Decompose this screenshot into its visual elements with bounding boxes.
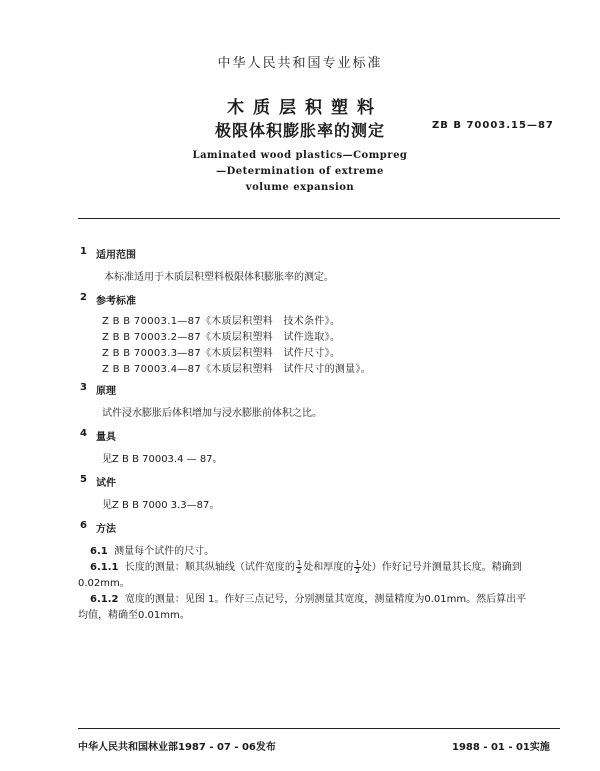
paragraph-6-1 [90, 542, 214, 557]
fraction-one-half [296, 560, 302, 575]
reference-item: Z B B 70003.1—87《木质层积塑料 技术条件》。 [102, 316, 341, 327]
document-title-line1: 木质层积塑料 [227, 98, 383, 118]
section-2-title: 参考标准 [96, 296, 136, 307]
paragraph-6-1-number: 6.1 [90, 546, 108, 557]
section-1-number: 1 [80, 246, 87, 257]
issuer-line: 中华人民共和国林业部1987 - 07 - 06发布 [78, 742, 276, 753]
section-5-text: 见Z B B 7000 3.3—87。 [102, 500, 220, 511]
section-5-number: 5 [80, 474, 87, 485]
section-6-title: 方法 [96, 524, 116, 535]
english-title-line1: Laminated wood plastics—Compreg [192, 150, 408, 161]
footer-divider [78, 728, 560, 729]
fraction-denominator: 2 [355, 566, 360, 575]
english-title-line2: —Determination of extreme [216, 166, 384, 177]
reference-item: Z B B 70003.3—87《木质层积塑料 试件尺寸》。 [102, 348, 341, 359]
paragraph-6-1-text: 测量每个试件的尺寸。 [114, 546, 215, 557]
paragraph-6-1-1 [90, 558, 522, 575]
paragraph-6-1-2-text: 宽度的测量：见图 1。作好三点记号，分别测量其宽度，测量精度为0.01mm。然后算出平 [124, 594, 527, 605]
header-divider [78, 218, 560, 219]
section-5-title: 试件 [96, 478, 116, 489]
section-2-number: 2 [80, 292, 87, 303]
section-1-title: 适用范围 [96, 250, 136, 261]
paragraph-6-1-1-number: 6.1.1 [90, 562, 119, 573]
paragraph-6-1-2-number: 6.1.2 [90, 594, 119, 605]
paragraph-6-1-1-text-b: 处和厚度的 [303, 562, 354, 573]
section-1-text: 本标准适用于木质层积塑料极限体积膨胀率的测定。 [104, 272, 334, 283]
fraction-one-half [354, 560, 360, 575]
fraction-numerator: 1 [355, 558, 360, 567]
reference-item: Z B B 70003.2—87《木质层积塑料 试件选取》。 [102, 332, 341, 343]
section-4-title: 量具 [96, 432, 116, 443]
paragraph-6-1-2 [90, 590, 526, 605]
fraction-numerator: 1 [296, 558, 302, 567]
standard-number: ZB B 70003.15—87 [432, 120, 554, 131]
paragraph-6-1-1-continuation: 0.02mm。 [78, 578, 130, 589]
section-4-text: 见Z B B 70003.4 — 87。 [102, 454, 223, 465]
section-6-number: 6 [80, 520, 87, 531]
section-3-number: 3 [80, 382, 87, 393]
paragraph-6-1-1-text-a: 长度的测量：顺其纵轴线（试件宽度的 [124, 562, 295, 573]
section-3-title: 原理 [96, 386, 116, 397]
paragraph-6-1-1-text-c: 处）作好记号并测量其长度。精确到 [361, 562, 522, 573]
paragraph-6-1-2-continuation: 均值，精确至0.01mm。 [78, 610, 190, 621]
fraction-denominator: 2 [296, 566, 302, 575]
standard-category-title: 中华人民共和国专业标准 [217, 56, 383, 71]
document-title-line2: 极限体积膨胀率的测定 [214, 121, 385, 140]
section-4-number: 4 [80, 428, 87, 439]
section-3-text: 试件浸水膨胀后体积增加与浸水膨胀前体积之比。 [102, 408, 322, 419]
english-title-line3: volume expansion [245, 182, 355, 193]
reference-item: Z B B 70003.4—87《木质层积塑料 试件尺寸的测量》。 [102, 364, 372, 375]
effective-date: 1988 - 01 - 01实施 [452, 742, 550, 753]
